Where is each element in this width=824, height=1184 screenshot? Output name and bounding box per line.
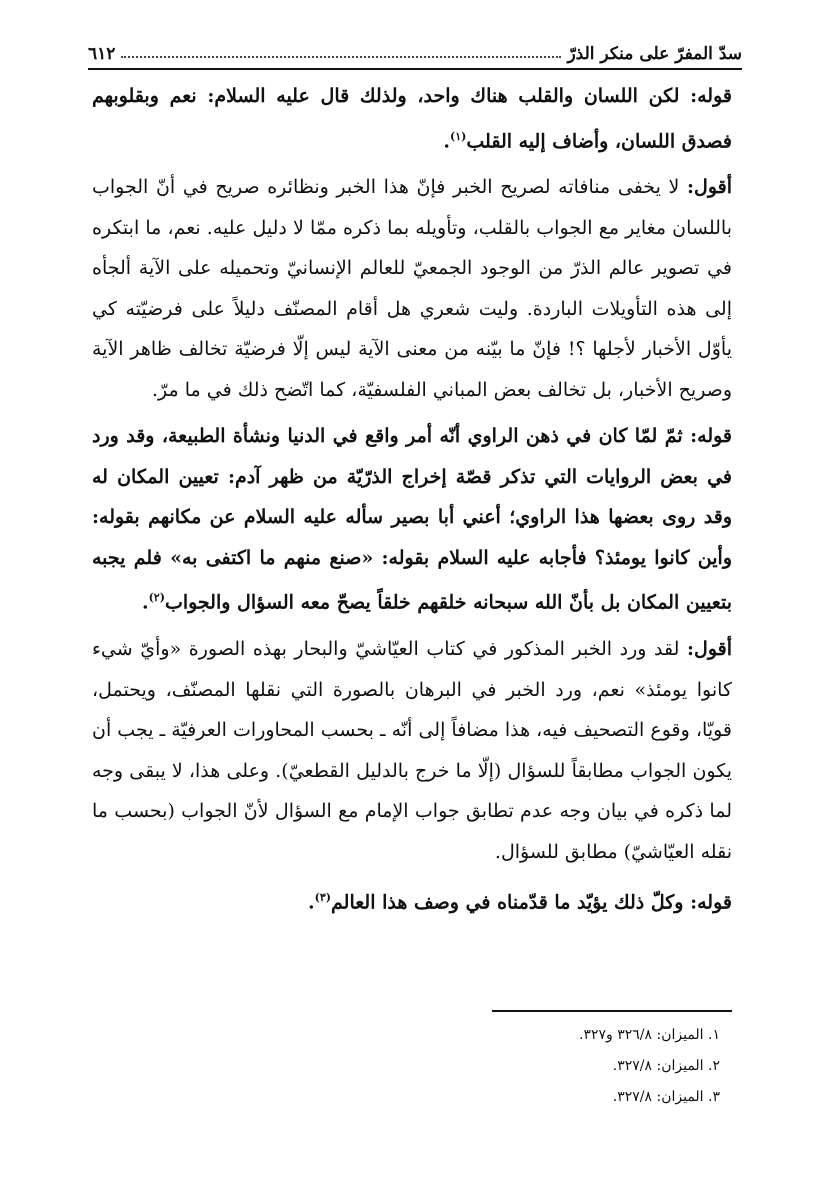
running-header: [88, 28, 742, 70]
paragraph-text: ثمّ لمّا كان في ذهن الراوي أنّه أمر واقع في الدنيا ونشأة الطبيعة، وقد ورد في بعض الروايات التي تذكر قصّة إخراج الذرّيّة من ظهر آدم: تعيين المكان له وقد روى بعضها هذا الراوي؛ أعني أبا بصير سأله عليه السلام عن مكانهم بقوله: وأين كانوا يومئذ؟ فأجابه عليه السلام بقوله: «صنع منهم ما اكتفى به» فلم يجبه بتعيين المكان بل بأنّ الله سبحانه خلقهم خلقاً يصحّ معه السؤال والجواب: [92, 425, 732, 614]
footnote-ref: (٢): [148, 591, 165, 605]
footnote-1: ١. الميزان: ٣٢٦/٨ و٣٢٧.: [579, 1027, 720, 1043]
paragraph-text: وكلّ ذلك يؤيّد ما قدّمناه في وصف هذا العالم: [331, 891, 684, 914]
paragraph-1: قوله: لكن اللسان والقلب هناك واحد، ولذلك قال عليه السلام: نعم وبقلوبهم فصدق اللسان، وأضاف إليه القلب$^{(١)}$.: [92, 85, 732, 152]
paragraph-label: قوله:: [690, 891, 732, 914]
footnote-ref: (٣): [314, 891, 332, 905]
paragraph-4: [92, 629, 732, 872]
paragraph-label: قوله:: [690, 85, 732, 107]
main-text: [92, 76, 732, 929]
footnote-divider: [492, 1010, 732, 1012]
paragraph-text: لكن اللسان والقلب هناك واحد، ولذلك قال عليه السلام: نعم وبقلوبهم فصدق اللسان، وأضاف إليه القلب: [92, 85, 732, 152]
footnote-ref: (١): [450, 129, 467, 143]
paragraph-text: لقد ورد الخبر المذكور في كتاب العيّاشيّ والبحار بهذه الصورة «وأيّ شيء كانوا يومئذ» نعم، ورد الخبر في البرهان بالصورة التي نقلها المصنّف، ويحتمل، قويّا، وقوع التصحيف فيه، هذا مضافاً إلى أنّه ـ بحسب المحاورات العرفيّة ـ يجب أن يكون الجواب مطابقاً للسؤال (إلّا ما خرج بالدليل القطعيّ). وعلى هذا، لا يبقى وجه لما ذكره في بيان وجه عدم تطابق جواب الإمام مع السؤال لأنّ الجواب (بحسب ما نقله العيّاشيّ) مطابق للسؤال.: [92, 638, 732, 863]
header-leader-dots: [121, 56, 561, 58]
header-title: سدّ المفرّ على منكر الذرّ: [567, 44, 742, 64]
page-number: ٦١٢: [88, 44, 116, 64]
paragraph-3: قوله: ثمّ لمّا كان في ذهن الراوي أنّه أمر واقع في الدنيا ونشأة الطبيعة، وقد ورد في بعض الروايات التي تذكر قصّة إخراج الذرّيّة من ظهر آدم: تعيين المكان له وقد روى بعضها هذا الراوي؛ أعني أبا بصير سأله عليه السلام عن مكانهم بقوله: وأين كانوا يومئذ؟ فأجابه عليه السلام بقوله: «صنع منهم ما اكتفى به» فلم يجبه بتعيين المكان بل بأنّ الله سبحانه خلقهم خلقاً يصحّ معه السؤال والجواب$^{(٢)}$.: [92, 425, 733, 614]
paragraph-label: قوله:: [690, 425, 733, 448]
footnotes: [92, 1020, 720, 1113]
paragraph-label: أقول:: [687, 176, 732, 199]
paragraph-5: قوله: وكلّ ذلك يؤيّد ما قدّمناه في وصف هذا العالم$^{(٣)}$.: [308, 891, 732, 914]
paragraph-2: [92, 167, 732, 410]
footnote-2: ٢. الميزان: ٣٢٧/٨.: [612, 1058, 720, 1074]
paragraph-text: لا يخفى منافاته لصريح الخبر فإنّ هذا الخبر ونظائره صريح في أنّ الجواب باللسان مغاير مع الجواب بالقلب، وتأويله بما ذكره ممّا لا دليل عليه. نعم، ما ابتكره في تصوير عالم الذرّ من الوجود الجمعيّ للعالم الإنسانيّ وتحميله على الآية ألجأه إلى هذه التأويلات الباردة. وليت شعري هل أقام المصنّف دليلاً على فرضيّته كي يأوّل الأخبار لأجلها ؟! فإنّ ما بيّنه من معنى الآية ليس إلّا فرضيّة تخالف ظاهر الآية وصريح الأخبار، بل تخالف بعض المباني الفلسفيّة، كما اتّضح ذلك في ما مرّ.: [92, 176, 732, 401]
footnote-3: ٣. الميزان: ٣٢٧/٨.: [612, 1089, 720, 1105]
paragraph-label: أقول:: [687, 638, 732, 661]
